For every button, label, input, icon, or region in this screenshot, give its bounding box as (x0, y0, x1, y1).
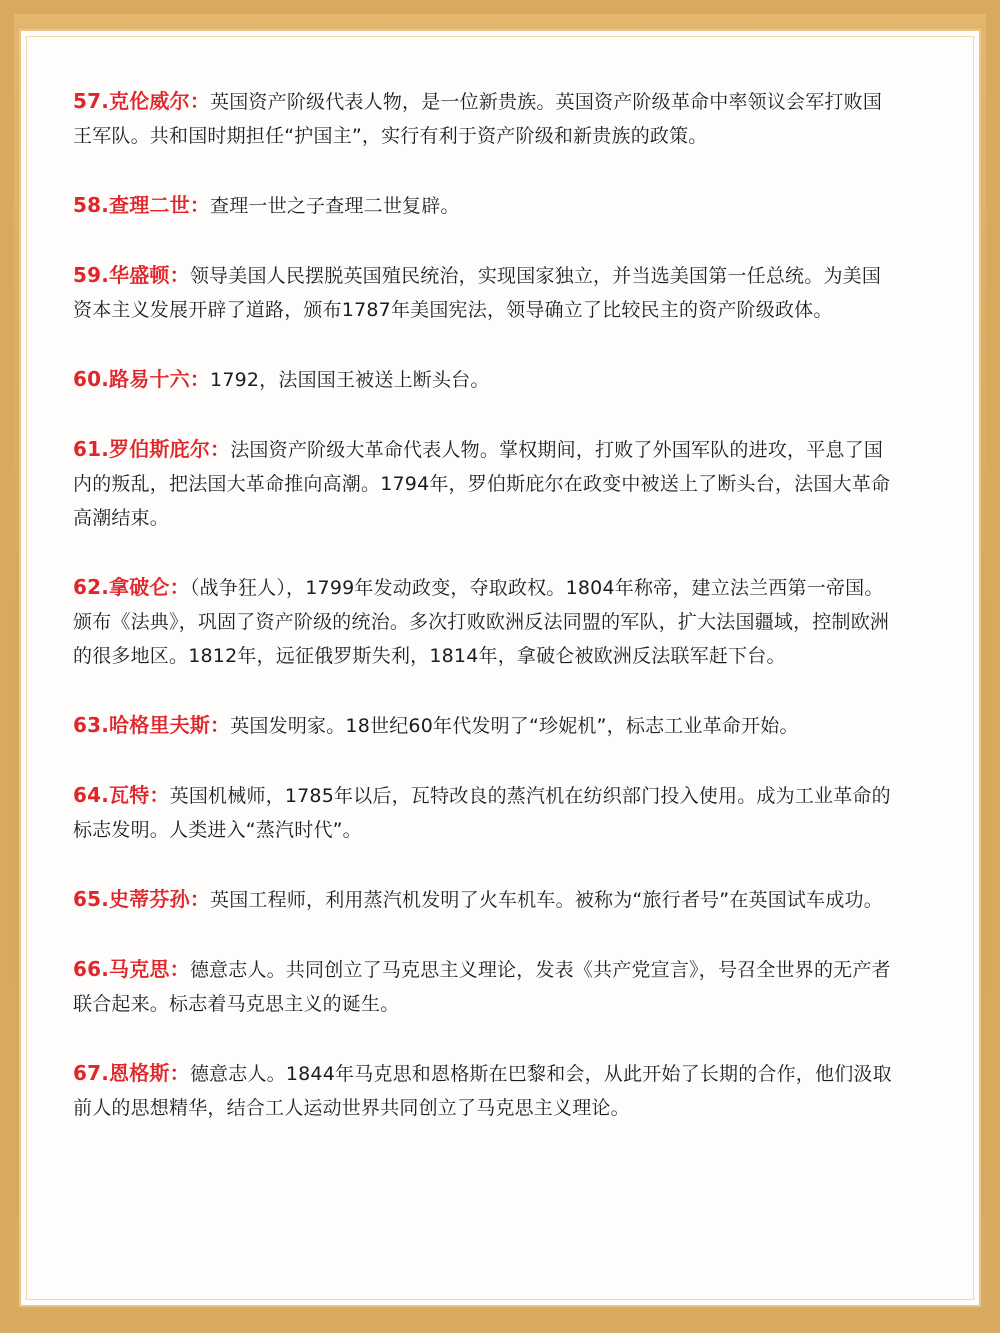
entry-cromwell (73, 84, 895, 153)
entry-charles-ii (73, 188, 895, 223)
entry-head: 67.恩格斯： (73, 1061, 190, 1085)
entry-head: 65.史蒂芬孙： (73, 887, 211, 911)
entry-head: 62.拿破仑： (73, 575, 190, 599)
entry-text: 德意志人。共同创立了马克思主义理论，发表《共产党宣言》，号召全世界的无产者联合起来。标志着马克思主义的诞生。 (73, 959, 891, 1015)
entry-hargreaves (73, 708, 895, 743)
entry-watt (73, 778, 895, 847)
entry-text: 英国工程师，利用蒸汽机发明了火车机车。被称为“旅行者号”在英国试车成功。 (210, 889, 883, 911)
entry-head: 57.克伦威尔： (73, 89, 211, 113)
entry-text: 英国发明家。18世纪60年代发明了“珍妮机”，标志工业革命开始。 (230, 715, 799, 737)
entry-head: 58.查理二世： (73, 193, 211, 217)
entry-head: 61.罗伯斯庇尔： (73, 437, 231, 461)
entry-head: 63.哈格里夫斯： (73, 713, 231, 737)
entry-head: 59.华盛顿： (73, 263, 190, 287)
entry-text: 德意志人。1844年马克思和恩格斯在巴黎和会，从此开始了长期的合作，他们汲取前人的思想精华，结合工人运动世界共同创立了马克思主义理论。 (73, 1063, 892, 1119)
entry-list (73, 84, 895, 1160)
entry-washington (73, 258, 895, 327)
entry-engels (73, 1056, 895, 1125)
entry-text: 1792，法国国王被送上断头台。 (210, 369, 490, 391)
entry-head: 64.瓦特： (73, 783, 170, 807)
entry-marx (73, 952, 895, 1021)
entry-text: （战争狂人），1799年发动政变，夺取政权。1804年称帝，建立法兰西第一帝国。颁布《法典》，巩固了资产阶级的统治。多次打败欧洲反法同盟的军队，扩大法国疆域，控制欧洲的很多地区。1812年，远征俄罗斯失利，1814年，拿破仑被欧洲反法联军赶下台。 (73, 577, 890, 667)
entry-head: 60.路易十六： (73, 367, 211, 391)
entry-text: 英国资产阶级代表人物，是一位新贵族。英国资产阶级革命中率领议会军打败国王军队。共和国时期担任“护国主”，实行有利于资产阶级和新贵族的政策。 (73, 91, 883, 147)
entry-napoleon (73, 570, 895, 673)
entry-text: 查理一世之子查理二世复辟。 (210, 195, 460, 217)
entry-louis-xvi (73, 362, 895, 397)
entry-stephenson (73, 882, 895, 917)
entry-text: 英国机械师，1785年以后，瓦特改良的蒸汽机在纺织部门投入使用。成为工业革命的标志发明。人类进入“蒸汽时代”。 (73, 785, 891, 841)
entry-text: 法国资产阶级大革命代表人物。掌权期间，打败了外国军队的进攻，平息了国内的叛乱，把法国大革命推向高潮。1794年，罗伯斯庇尔在政变中被送上了断头台，法国大革命高潮结束。 (73, 439, 891, 529)
entry-head: 66.马克思： (73, 957, 190, 981)
entry-robespierre (73, 432, 895, 535)
entry-text: 领导美国人民摆脱英国殖民统治，实现国家独立，并当选美国第一任总统。为美国资本主义发展开辟了道路，颁布1787年美国宪法，领导确立了比较民主的资产阶级政体。 (73, 265, 882, 321)
